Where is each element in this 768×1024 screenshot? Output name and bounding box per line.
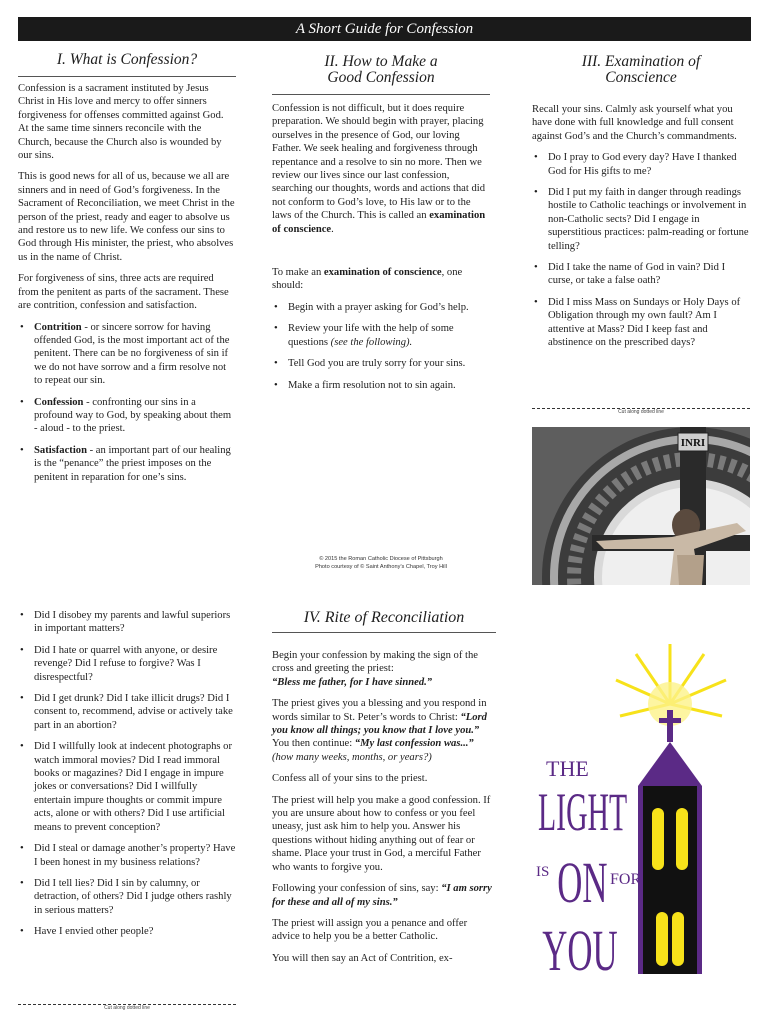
list-item: • Did I take the name of God in vain? Did I curse, or take a false oath? — [532, 261, 750, 288]
paragraph: You will then say an Act of Contrition, ex- — [272, 952, 453, 964]
section-how-to-confess — [272, 54, 490, 400]
list-item: • Make a firm resolution not to sin again. — [272, 379, 490, 392]
list-item: • Did I put my faith in danger through readings hostile to Catholic teachings or involvement in non-Catholic sects? Did I engage in superstitious practices: palm-reading or fortune telling? — [532, 186, 750, 253]
inri-sign: INRI — [680, 437, 706, 449]
list-item: • Review your life with the help of some questions (see the following). — [272, 322, 490, 349]
section-rite — [272, 610, 496, 973]
paragraph: For forgiveness of sins, three acts are required from the penitent as parts of the sacrament. These are contrition, confession and satisfaction. — [18, 273, 229, 312]
paragraph: The priest gives you a blessing and you respond in words similar to St. Peter’s words to Christ: “Lord you know all things; you know that I love you.” You then continue: “My last confession was...” (how many weeks, months, or years?) — [272, 698, 487, 763]
church-tower — [638, 786, 702, 974]
section-heading: II. How to Make a Good Confession — [324, 53, 438, 86]
list-item: • Did I disobey my parents and lawful superiors in important matters? — [18, 609, 236, 636]
window-icon — [676, 808, 688, 870]
list-item: • Confession - confronting our sins in a profound way to God, by speaking about them - aloud - to the priest. — [18, 396, 236, 436]
crucifix-photo — [532, 427, 750, 585]
list-item: • Do I pray to God every day? Have I thanked God for His gifts to me? — [532, 151, 750, 178]
questions-list — [18, 609, 236, 939]
list-item: • Begin with a prayer asking for God’s help. — [272, 301, 490, 314]
list-item: • Did I steal or damage another’s property? Have I been honest in my business relations? — [18, 842, 236, 869]
list-item: • Have I envied other people? — [18, 925, 236, 938]
cut-line: Cut along dotted line — [532, 408, 750, 415]
paragraph: To make an examination of conscience, one should: — [272, 267, 463, 292]
window-icon — [672, 912, 684, 966]
list-item: • Did I willfully look at indecent photographs or watch immoral movies? Did I read immoral books or magazines? Did I engage in impure jokes or conversations? Did I willfully entertain impure thoughts or commit impure acts, alone or with others? Did I use artificial means to prevent conception? — [18, 740, 236, 834]
cut-line: Cut along dotted line — [18, 1004, 236, 1011]
church-steeple — [638, 742, 702, 786]
logo-word: LIGHT — [538, 782, 628, 843]
paragraph: Recall your sins. Calmly ask yourself what you have done with full knowledge and full consent against God’s and the Church’s commandments. — [532, 104, 737, 142]
window-icon — [656, 912, 668, 966]
section-heading: III. Examination of Conscience — [581, 53, 701, 86]
paragraph: Begin your confession by making the sign of the cross and greeting the priest: “Bless me father, for I have sinned.” — [272, 650, 478, 688]
section-examination — [532, 54, 750, 358]
section-heading: I. What is Confession? — [56, 51, 198, 68]
steps-list — [272, 301, 490, 392]
paragraph: Confess all of your sins to the priest. — [272, 773, 428, 785]
paragraph: Confession is a sacrament instituted by Jesus Christ in His love and mercy to offer sinners forgiveness for offenses committed against God. At the same time sinners reconcile with the Church, because the Church also is wounded by our sins. — [18, 83, 224, 162]
paragraph: Confession is not difficult, but it does require preparation. We should begin with prayer, placing ourselves in the presence of God, our loving Father. We seek healing and forgiveness through repentance and a resolve to sin no more. Then we review our lives since our last confession, searching our thoughts, words and actions that did not conform to God’s love, to His law or to the laws of the Church. This is called an examination of conscience. — [272, 103, 486, 235]
heading-rule — [18, 76, 236, 77]
questions-list — [532, 151, 750, 349]
list-item: • Did I hate or quarrel with anyone, or desire revenge? Did I refuse to forgive? Was I disrespectful? — [18, 644, 236, 684]
paragraph: The priest will assign you a penance and offer advice to help you be a better Catholic. — [272, 917, 468, 943]
acts-list — [18, 321, 236, 484]
list-item: • Did I tell lies? Did I sin by calumny, or detraction, of others? Did I judge others rashly in serious matters? — [18, 877, 236, 917]
logo-word: IS — [536, 864, 550, 880]
logo-word: YOU — [542, 919, 618, 980]
section-heading: IV. Rite of Reconciliation — [303, 609, 465, 626]
logo-word: THE — [546, 756, 589, 781]
heading-rule — [272, 632, 496, 633]
window-icon — [652, 808, 664, 870]
paragraph: The priest will help you make a good confession. If you are unsure about how to confess or you feel uneasy, just ask him to help you. Answer his questions without hiding anything out of fear or shame. Place your trust in God, a merciful Father who wants to forgive you. — [272, 794, 491, 873]
section-examination-continued — [18, 609, 236, 947]
paragraph: This is good news for all of us, because we all are sinners and in need of God’s forgiveness. In the Sacrament of Reconciliation, we meet Christ in the person of the priest, ready and eager to absolve us and restore us to new life. We confess our sins to God through His minister, the priest, who absolves us in the name of Christ. — [18, 171, 235, 263]
heading-rule — [272, 94, 490, 95]
list-item: • Did I get drunk? Did I take illicit drugs? Did I consent to, recommend, advise or actively take part in an abortion? — [18, 692, 236, 732]
list-item: • Did I miss Mass on Sundays or Holy Days of Obligation through my own fault? Am I attentive at Mass? Did I keep fast and abstinence on the prescribed days? — [532, 296, 750, 350]
copyright-credit: © 2015 the Roman Catholic Diocese of Pittsburgh Photo courtesy of © Saint Anthony’s Chapel, Troy Hill — [315, 556, 447, 570]
paragraph: Following your confession of sins, say: “I am sorry for these and all of my sins.” — [272, 883, 492, 908]
list-item: • Contrition - or sincere sorrow for having offended God, is the most important act of the penitent. There can be no forgiveness of sin if we do not have sorrow and a firm resolve not to repeat our sin. — [18, 321, 236, 388]
logo-word: ON — [557, 851, 608, 916]
list-item: • Satisfaction - an important part of our healing is the “penance” the priest imposes on the penitent in reparation for one’s sins. — [18, 444, 236, 484]
logo-word: FOR — [610, 871, 642, 888]
section-what-is-confession — [18, 52, 236, 492]
list-item: • Tell God you are truly sorry for your sins. — [272, 357, 490, 370]
light-is-on-logo — [532, 640, 768, 980]
title-banner: A Short Guide for Confession — [18, 17, 751, 41]
